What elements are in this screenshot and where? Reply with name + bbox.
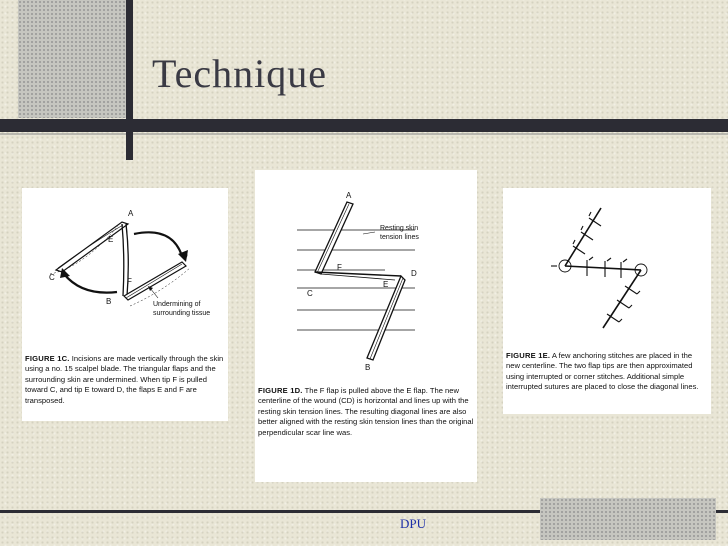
figure-1e-panel [503,188,711,414]
footer-text: DPU [400,516,427,531]
figure-1c-caption-body: Incisions are made vertically through the skin using a no. 15 scalpel blade. The triangular flaps and the surrounding skin are undermined. When tip F is pulled toward C, and tip E toward D, the flaps E and F are transposed. [25,354,224,405]
figure-1e-caption-body: A few anchoring stitches are placed in the new centerline. The two flap tips are then approximated using interrupted or corner stitches. Additional simple interrupted sutures are placed to close the diagonal lines. [506,351,699,392]
corner-decoration-top-left [18,0,127,118]
figure-1d-panel [255,170,477,482]
figure-1e-diagram [503,188,711,348]
figure-1e-caption-lead: FIGURE 1E. [506,351,551,360]
figure-1c-label-b: B [106,297,112,306]
figure-1c-caption [25,354,225,406]
figure-1c-label-d: D [182,251,188,260]
figure-1c-note-line1: Undermining of [153,301,201,308]
figure-1d-label-b: B [365,363,371,372]
figure-1d-label-c: C [307,289,313,298]
figure-1c-note-line2: surrounding tissue [153,310,211,317]
figure-1d-caption [258,386,474,438]
vertical-accent-bar [126,0,133,160]
figure-1c-caption-lead: FIGURE 1C. [25,354,70,363]
figure-1d-note-line2: tension lines [380,234,419,241]
figure-1d-label-f: F [337,263,342,272]
figure-1c-label-e: E [108,235,114,244]
figure-1d-label-a: A [346,191,352,200]
figure-1d-caption-lead: FIGURE 1D. [258,386,303,395]
figure-1e-caption [506,351,708,393]
figure-1d-diagram [255,170,477,380]
figure-1d-label-e: E [383,280,389,289]
figure-1d-label-d: D [411,269,417,278]
figure-1c-panel [22,188,228,421]
figure-1c-label-f: F [127,277,132,286]
figure-1c-label-c: C [49,273,55,282]
title-underline-bar [0,119,728,132]
figure-1c-label-a: A [128,209,134,218]
title-underline-thin [0,133,728,135]
figure-1d-caption-body: The F flap is pulled above the E flap. The new centerline of the wound (CD) is horizontal and lines up with the resting skin tension lines. The resulting diagonal lines are also better aligned with the resting skin tension lines than the original perpendicular scar line was. [258,386,474,437]
corner-decoration-bottom-right [540,498,716,540]
figure-1c-diagram [22,188,228,353]
figure-1d-note-line1: Resting skin [380,225,419,232]
slide-title: Technique [152,51,328,96]
